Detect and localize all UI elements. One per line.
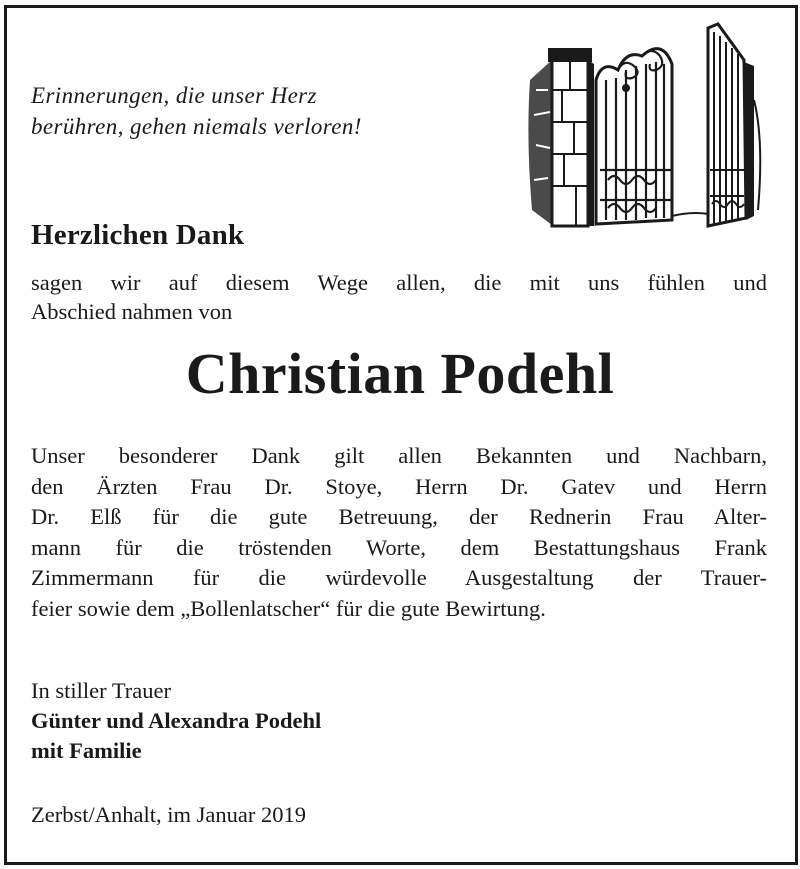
intro-line: sagen wir auf diesem Wege allen, die mit uns fühlen und: [31, 270, 767, 295]
closing-block: [31, 676, 321, 766]
thanks-line: feier sowie dem „Bollenlatscher“ für die gute Bewirtung.: [31, 595, 546, 621]
thanks-line: Unser besonderer Dank gilt allen Bekannten und Nachbarn,: [31, 443, 767, 468]
deceased-name: Christian Podehl: [185, 341, 615, 406]
intro-text: [31, 268, 767, 326]
thanks-line: Zimmermann für die würdevolle Ausgestaltung der Trauer-: [31, 565, 767, 590]
motto-quote: [31, 80, 362, 142]
signatory-names: Günter und Alexandra Podehl: [31, 708, 322, 733]
signatory-family: mit Familie: [31, 738, 142, 763]
motto-line: berühren, gehen niemals verloren!: [31, 114, 362, 139]
open-garden-gate-icon: [522, 20, 770, 230]
closing-intro: In stiller Trauer: [31, 678, 171, 703]
thanks-line: Dr. Elß für die gute Betreuung, der Rednerin Frau Alter-: [31, 504, 767, 529]
motto-line: Erinnerungen, die unser Herz: [31, 83, 317, 108]
heading-thanks: Herzlichen Dank: [31, 219, 245, 251]
thanks-line: den Ärzten Frau Dr. Stoye, Herrn Dr. Gatev und Herrn: [31, 473, 767, 499]
place-date: Zerbst/Anhalt, im Januar 2019: [31, 802, 306, 827]
thanks-paragraph: [31, 441, 767, 624]
thanks-line: mann für die tröstenden Worte, dem Bestattungshaus Frank: [31, 534, 767, 560]
intro-line: Abschied nahmen von: [31, 299, 233, 324]
